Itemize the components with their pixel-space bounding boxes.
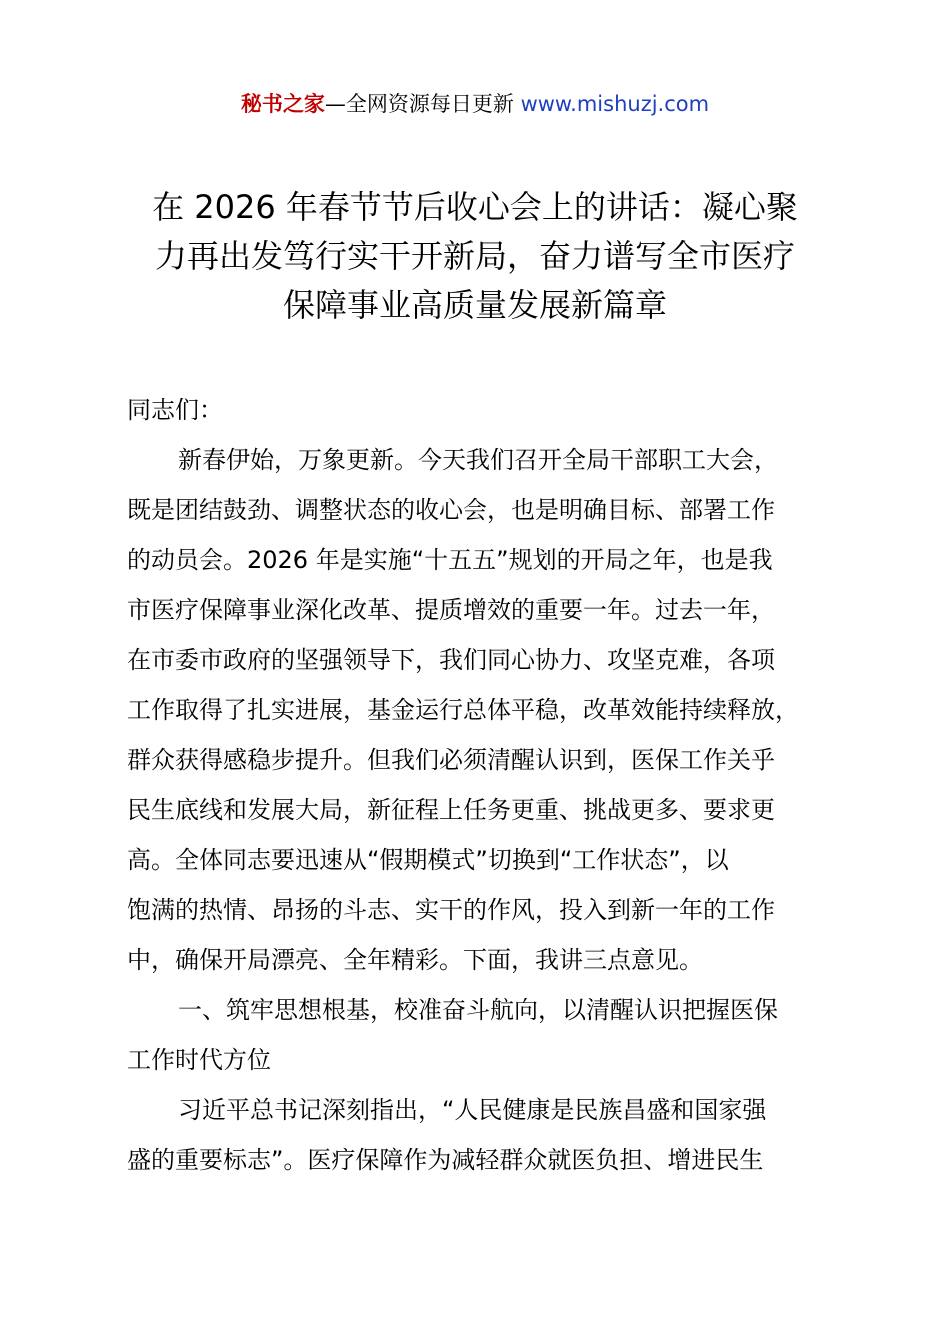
paragraph-line: 饱满的热情、昂扬的斗志、实干的作风，投入到新一年的工作	[127, 896, 775, 924]
paragraph-line: 工作取得了扎实进展，基金运行总体平稳，改革效能持续释放，	[127, 696, 799, 724]
title-line: 在 2026 年春节节后收心会上的讲话：凝心聚	[152, 188, 798, 226]
paragraph-line: 高。全体同志要迅速从“假期模式”切换到“工作状态”，以	[127, 846, 729, 874]
site-url-link[interactable]: www.mishuzj.com	[520, 92, 710, 116]
paragraph-line: 市医疗保障事业深化改革、提质增效的重要一年。过去一年，	[127, 596, 775, 624]
paragraph-line: 习近平总书记深刻指出，“人民健康是民族昌盛和国家强	[178, 1096, 767, 1124]
paragraph-line: 民生底线和发展大局，新征程上任务更重、挑战更多、要求更	[127, 796, 775, 824]
paragraph-line: 盛的重要标志”。医疗保障作为减轻群众就医负担、增进民生	[127, 1146, 764, 1174]
brand-name: 秘书之家	[240, 92, 325, 116]
header-tagline: —全网资源每日更新	[324, 92, 514, 116]
section-heading-line: 一、筑牢思想根基，校准奋斗航向，以清醒认识把握医保	[178, 996, 778, 1024]
salutation: 同志们：	[127, 396, 223, 424]
title-line: 力再出发笃行实干开新局，奋力谱写全市医疗	[154, 237, 795, 275]
paragraph-line: 新春伊始，万象更新。今天我们召开全局干部职工大会，	[178, 446, 778, 474]
paragraph-line: 的动员会。2026 年是实施“十五五”规划的开局之年，也是我	[127, 546, 773, 574]
paragraph-line: 群众获得感稳步提升。但我们必须清醒认识到，医保工作关乎	[127, 746, 775, 774]
document-body	[127, 385, 837, 1185]
site-header	[0, 88, 950, 120]
section-heading-line: 工作时代方位	[127, 1046, 271, 1074]
document-title	[100, 183, 850, 330]
paragraph-line: 既是团结鼓劲、调整状态的收心会，也是明确目标、部署工作	[127, 496, 775, 524]
paragraph-line: 中，确保开局漂亮、全年精彩。下面，我讲三点意见。	[127, 946, 703, 974]
paragraph-line: 在市委市政府的坚强领导下，我们同心协力、攻坚克难，各项	[127, 646, 775, 674]
title-line: 保障事业高质量发展新篇章	[282, 286, 667, 324]
